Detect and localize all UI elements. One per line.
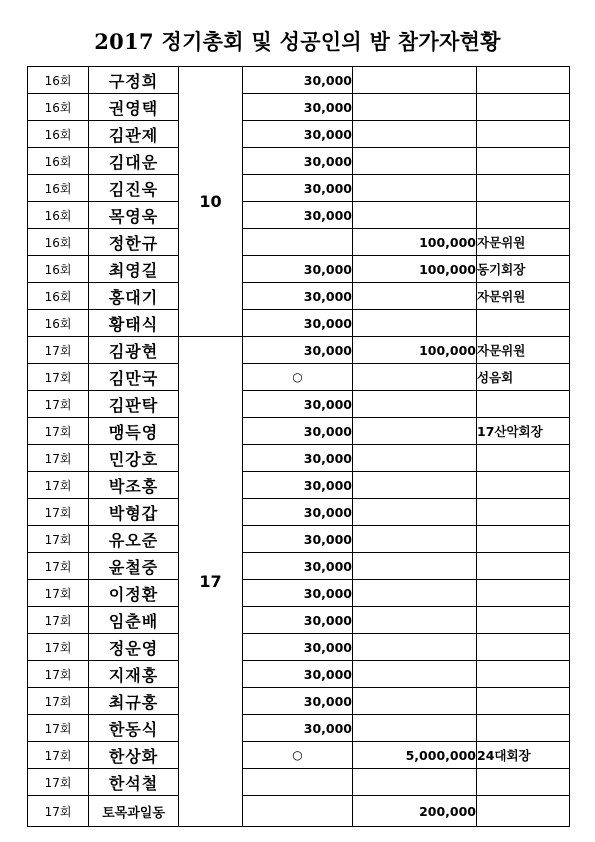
fee-cell: 30,000 <box>243 148 353 175</box>
donation-cell <box>353 526 477 553</box>
table-row <box>28 310 570 337</box>
name-cell: 홍대기 <box>89 283 179 310</box>
class-cell: 17회 <box>28 580 89 607</box>
name-cell: 구정희 <box>89 67 179 94</box>
fee-cell: 30,000 <box>243 94 353 121</box>
class-cell: 17회 <box>28 499 89 526</box>
donation-cell <box>353 283 477 310</box>
fee-cell: 30,000 <box>243 175 353 202</box>
name-cell: 윤철중 <box>89 553 179 580</box>
donation-cell <box>353 472 477 499</box>
name-cell: 최규홍 <box>89 688 179 715</box>
table-row <box>28 796 570 827</box>
note-cell: 동기회장 <box>477 256 570 283</box>
class-cell: 16회 <box>28 67 89 94</box>
donation-cell <box>353 94 477 121</box>
table-row <box>28 67 570 94</box>
name-cell: 한상화 <box>89 742 179 769</box>
fee-cell: 30,000 <box>243 715 353 742</box>
name-cell: 김판탁 <box>89 391 179 418</box>
class-cell: 17회 <box>28 364 89 391</box>
table-row <box>28 337 570 364</box>
class-cell: 17회 <box>28 337 89 364</box>
fee-cell: 30,000 <box>243 337 353 364</box>
fee-cell: 30,000 <box>243 472 353 499</box>
donation-cell <box>353 67 477 94</box>
note-cell <box>477 607 570 634</box>
name-cell: 민강호 <box>89 445 179 472</box>
table-row <box>28 391 570 418</box>
note-cell <box>477 688 570 715</box>
table-row <box>28 283 570 310</box>
name-cell: 한석철 <box>89 769 179 796</box>
page-title: 2017 정기총회 및 성공인의 밤 참가자현황 <box>94 29 501 54</box>
fee-cell: 30,000 <box>243 67 353 94</box>
donation-cell <box>353 445 477 472</box>
table-row <box>28 661 570 688</box>
donation-cell <box>353 391 477 418</box>
table-row <box>28 121 570 148</box>
table-row <box>28 256 570 283</box>
note-cell <box>477 526 570 553</box>
donation-cell: 100,000 <box>353 229 477 256</box>
note-cell <box>477 796 570 827</box>
donation-cell <box>353 310 477 337</box>
name-cell: 정운영 <box>89 634 179 661</box>
name-cell: 유오준 <box>89 526 179 553</box>
name-cell: 박형갑 <box>89 499 179 526</box>
name-cell: 박조홍 <box>89 472 179 499</box>
fee-cell: ○ <box>243 364 353 391</box>
donation-cell <box>353 121 477 148</box>
table-row <box>28 553 570 580</box>
donation-cell <box>353 148 477 175</box>
note-cell: 자문위원 <box>477 229 570 256</box>
name-cell: 정한규 <box>89 229 179 256</box>
table-row <box>28 769 570 796</box>
donation-cell <box>353 202 477 229</box>
note-cell <box>477 499 570 526</box>
note-cell <box>477 148 570 175</box>
fee-cell <box>243 769 353 796</box>
table-row <box>28 580 570 607</box>
fee-cell: 30,000 <box>243 202 353 229</box>
note-cell <box>477 67 570 94</box>
name-cell: 한동식 <box>89 715 179 742</box>
table-row <box>28 526 570 553</box>
table-row <box>28 418 570 445</box>
class-cell: 16회 <box>28 202 89 229</box>
name-cell: 맹득영 <box>89 418 179 445</box>
donation-cell: 5,000,000 <box>353 742 477 769</box>
name-cell: 토목과일동 <box>89 796 179 827</box>
class-cell: 16회 <box>28 175 89 202</box>
donation-cell: 100,000 <box>353 337 477 364</box>
fee-cell: 30,000 <box>243 688 353 715</box>
name-cell: 이정환 <box>89 580 179 607</box>
group-count-cell: 10 <box>179 67 243 337</box>
name-cell: 김진욱 <box>89 175 179 202</box>
class-cell: 17회 <box>28 391 89 418</box>
note-cell <box>477 472 570 499</box>
name-cell: 김광현 <box>89 337 179 364</box>
fee-cell: 30,000 <box>243 391 353 418</box>
name-cell: 지재홍 <box>89 661 179 688</box>
fee-cell: 30,000 <box>243 553 353 580</box>
table-row <box>28 499 570 526</box>
name-cell: 김관제 <box>89 121 179 148</box>
name-cell: 김만국 <box>89 364 179 391</box>
fee-cell: 30,000 <box>243 499 353 526</box>
donation-cell <box>353 661 477 688</box>
fee-cell: 30,000 <box>243 121 353 148</box>
fee-cell: 30,000 <box>243 256 353 283</box>
fee-cell: 30,000 <box>243 607 353 634</box>
table-row <box>28 202 570 229</box>
note-cell <box>477 391 570 418</box>
note-cell: 자문위원 <box>477 337 570 364</box>
name-cell: 황태식 <box>89 310 179 337</box>
class-cell: 16회 <box>28 94 89 121</box>
note-cell <box>477 661 570 688</box>
name-cell: 권영택 <box>89 94 179 121</box>
table-row <box>28 607 570 634</box>
class-cell: 16회 <box>28 283 89 310</box>
table-row <box>28 634 570 661</box>
fee-cell: 30,000 <box>243 310 353 337</box>
donation-cell: 100,000 <box>353 256 477 283</box>
table-row <box>28 175 570 202</box>
class-cell: 17회 <box>28 445 89 472</box>
donation-cell <box>353 499 477 526</box>
table-row <box>28 742 570 769</box>
fee-cell: 30,000 <box>243 283 353 310</box>
donation-cell <box>353 607 477 634</box>
fee-cell: 30,000 <box>243 526 353 553</box>
donation-cell <box>353 175 477 202</box>
participant-table <box>27 66 570 827</box>
note-cell <box>477 553 570 580</box>
class-cell: 17회 <box>28 796 89 827</box>
class-cell: 16회 <box>28 148 89 175</box>
fee-cell: 30,000 <box>243 580 353 607</box>
fee-cell: ○ <box>243 742 353 769</box>
note-cell <box>477 175 570 202</box>
class-cell: 17회 <box>28 769 89 796</box>
note-cell: 자문위원 <box>477 283 570 310</box>
class-cell: 16회 <box>28 310 89 337</box>
table-row <box>28 445 570 472</box>
note-cell <box>477 202 570 229</box>
class-cell: 17회 <box>28 715 89 742</box>
donation-cell <box>353 769 477 796</box>
donation-cell <box>353 634 477 661</box>
fee-cell: 30,000 <box>243 445 353 472</box>
class-cell: 17회 <box>28 688 89 715</box>
note-cell <box>477 715 570 742</box>
class-cell: 17회 <box>28 742 89 769</box>
class-cell: 16회 <box>28 229 89 256</box>
table-row <box>28 229 570 256</box>
table-row <box>28 688 570 715</box>
note-cell <box>477 634 570 661</box>
donation-cell <box>353 418 477 445</box>
donation-cell <box>353 715 477 742</box>
name-cell: 임춘배 <box>89 607 179 634</box>
class-cell: 17회 <box>28 418 89 445</box>
fee-cell <box>243 229 353 256</box>
class-cell: 17회 <box>28 607 89 634</box>
note-cell <box>477 94 570 121</box>
name-cell: 김대운 <box>89 148 179 175</box>
fee-cell: 30,000 <box>243 634 353 661</box>
class-cell: 17회 <box>28 472 89 499</box>
table-row <box>28 472 570 499</box>
class-cell: 16회 <box>28 256 89 283</box>
note-cell: 24대회장 <box>477 742 570 769</box>
table-row <box>28 148 570 175</box>
class-cell: 17회 <box>28 634 89 661</box>
class-cell: 17회 <box>28 526 89 553</box>
fee-cell: 30,000 <box>243 418 353 445</box>
table-row <box>28 94 570 121</box>
name-cell: 최영길 <box>89 256 179 283</box>
donation-cell <box>353 364 477 391</box>
note-cell: 17산악회장 <box>477 418 570 445</box>
fee-cell: 30,000 <box>243 661 353 688</box>
note-cell <box>477 445 570 472</box>
donation-cell <box>353 553 477 580</box>
class-cell: 17회 <box>28 553 89 580</box>
note-cell <box>477 121 570 148</box>
donation-cell: 200,000 <box>353 796 477 827</box>
note-cell <box>477 769 570 796</box>
table-row <box>28 715 570 742</box>
name-cell: 목영욱 <box>89 202 179 229</box>
class-cell: 17회 <box>28 661 89 688</box>
donation-cell <box>353 688 477 715</box>
donation-cell <box>353 580 477 607</box>
group-count-cell: 17 <box>179 337 243 827</box>
table-row <box>28 364 570 391</box>
note-cell <box>477 310 570 337</box>
note-cell: 성음회 <box>477 364 570 391</box>
fee-cell <box>243 796 353 827</box>
class-cell: 16회 <box>28 121 89 148</box>
note-cell <box>477 580 570 607</box>
